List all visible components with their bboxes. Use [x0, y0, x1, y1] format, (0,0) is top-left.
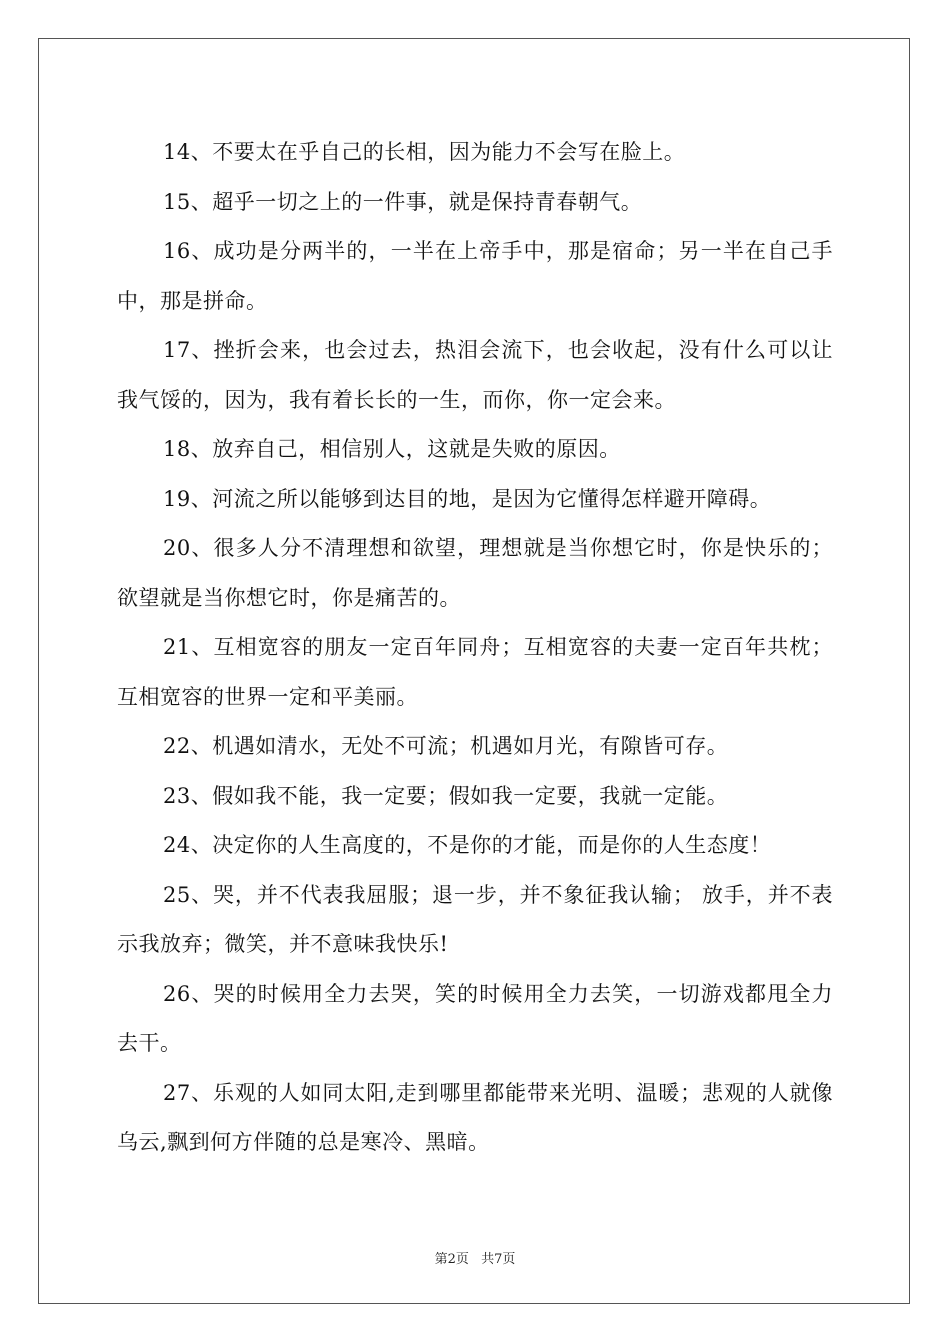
paragraph-20: 20、很多人分不清理想和欲望，理想就是当你想它时，你是快乐的；欲望就是当你想它时，你是痛苦的。 — [117, 536, 833, 610]
page-total: 共7页 — [481, 1252, 516, 1267]
paragraph-14: 14、不要太在乎自己的长相，因为能力不会写在脸上。 — [163, 140, 686, 164]
paragraph-23: 23、假如我不能，我一定要；假如我一定要，我就一定能。 — [163, 783, 729, 808]
paragraph-22: 22、机遇如清水，无处不可流；机遇如月光，有隙皆可存。 — [163, 734, 729, 758]
paragraph-16: 16、成功是分两半的，一半在上帝手中，那是宿命；另一半在自己手中，那是拼命。 — [117, 239, 833, 313]
paragraph-18: 18、放弃自己，相信别人，这就是失败的原因。 — [163, 437, 621, 461]
page-footer — [0, 1248, 950, 1267]
paragraph-24: 24、决定你的人生高度的，不是你的才能，而是你的人生态度！ — [163, 833, 772, 857]
paragraph-25: 25、哭，并不代表我屈服；退一步，并不象征我认输； 放手，并不表示我放弃；微笑，并不意味我快乐! — [117, 882, 833, 956]
page-number: 第2页 — [434, 1252, 469, 1267]
document-body — [117, 128, 833, 1168]
paragraph-17: 17、挫折会来，也会过去，热泪会流下，也会收起，没有什么可以让我气馁的，因为，我有着长长的一生，而你，你一定会来。 — [117, 338, 833, 412]
paragraph-19: 19、河流之所以能够到达目的地，是因为它懂得怎样避开障碍。 — [163, 486, 772, 511]
paragraph-15: 15、超乎一切之上的一件事，就是保持青春朝气。 — [163, 189, 643, 214]
paragraph-21: 21、互相宽容的朋友一定百年同舟；互相宽容的夫妻一定百年共枕；互相宽容的世界一定和平美丽。 — [117, 635, 833, 709]
paragraph-27: 27、乐观的人如同太阳,走到哪里都能带来光明、温暖；悲观的人就像乌云,飘到何方伴随的总是寒冷、黑暗。 — [117, 1080, 833, 1154]
paragraph-26: 26、哭的时候用全力去哭，笑的时候用全力去笑，一切游戏都甩全力去干。 — [117, 981, 833, 1055]
